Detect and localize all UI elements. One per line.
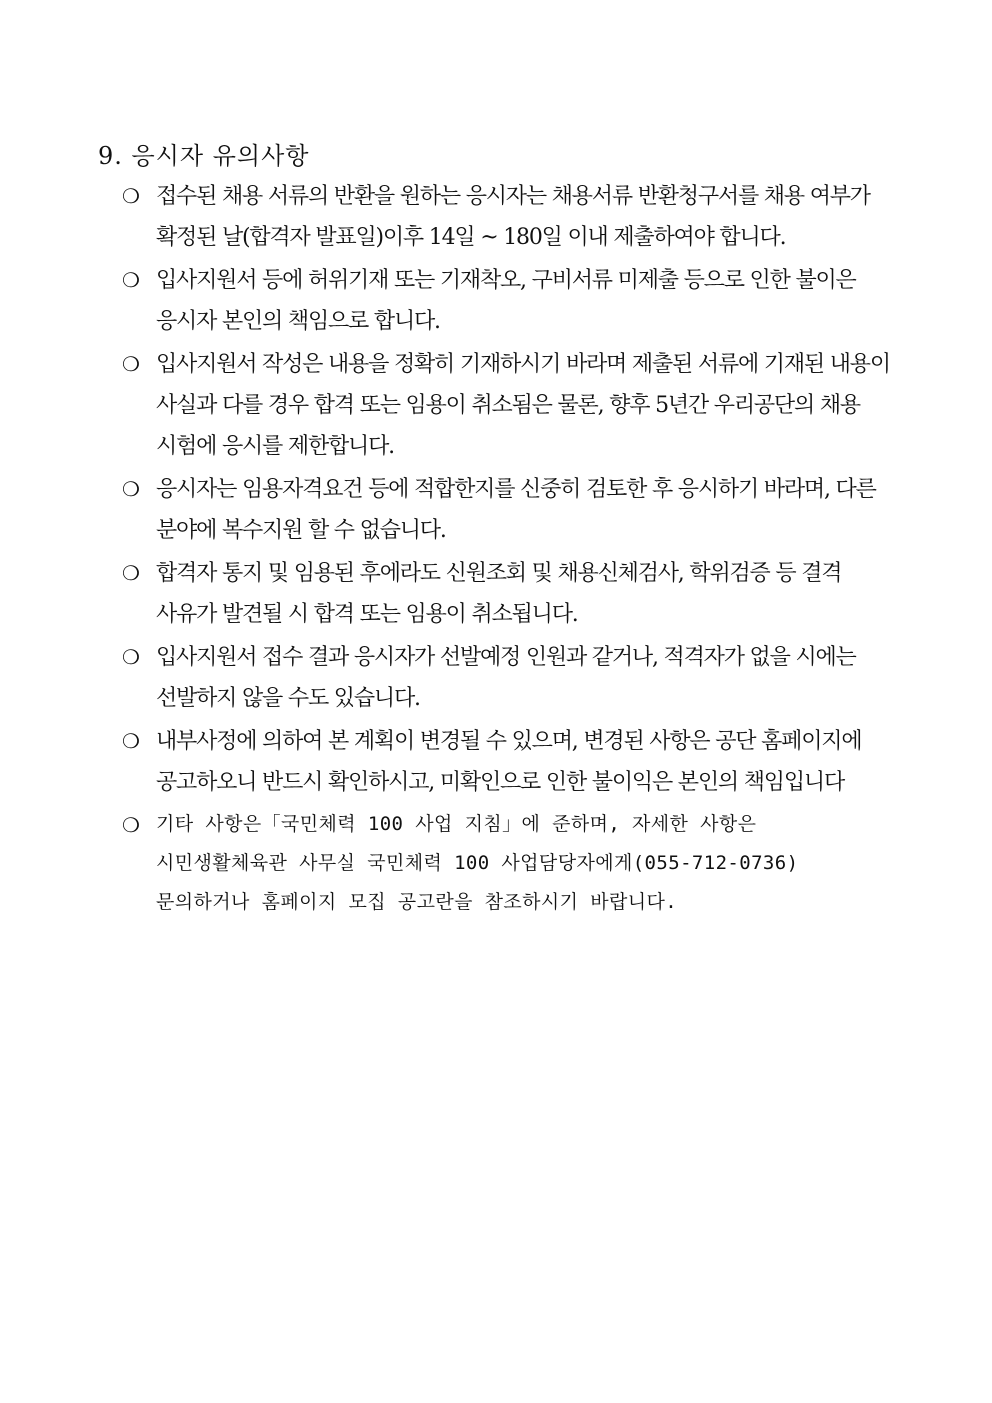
notice-line: 기타 사항은「국민체력 100 사업 지침」에 준하며, 자세한 사항은 bbox=[156, 813, 757, 835]
circle-bullet-icon: ❍ bbox=[122, 813, 140, 837]
notice-item bbox=[118, 344, 930, 467]
notice-item bbox=[118, 721, 930, 803]
notice-line: 확정된 날(합격자 발표일)이후 14일 ~ 180일 이내 제출하여야 합니다. bbox=[156, 225, 786, 250]
notice-line: 입사지원서 등에 허위기재 또는 기재착오, 구비서류 미제출 등으로 인한 불이은 bbox=[156, 268, 856, 293]
notice-line: 내부사정에 의하여 본 계획이 변경될 수 있으며, 변경된 사항은 공단 홈페이지에 bbox=[156, 729, 862, 754]
notice-line: 응시자는 임용자격요건 등에 적합한지를 신중히 검토한 후 응시하기 바라며, 다른 bbox=[156, 477, 876, 502]
notice-line: 입사지원서 작성은 내용을 정확히 기재하시기 바라며 제출된 서류에 기재된 내용이 bbox=[156, 352, 890, 377]
notice-list bbox=[118, 176, 930, 924]
circle-bullet-icon: ❍ bbox=[122, 184, 140, 208]
notice-line: 시민생활체육관 사무실 국민체력 100 사업담당자에게(055-712-0736) bbox=[156, 852, 799, 874]
notice-item bbox=[118, 637, 930, 719]
notice-line: 응시자 본인의 책임으로 합니다. bbox=[156, 309, 440, 334]
notice-line: 분야에 복수지원 할 수 없습니다. bbox=[156, 518, 446, 543]
notice-item bbox=[118, 260, 930, 342]
circle-bullet-icon: ❍ bbox=[122, 645, 140, 669]
notice-item-contact bbox=[118, 805, 930, 922]
circle-bullet-icon: ❍ bbox=[122, 561, 140, 585]
circle-bullet-icon: ❍ bbox=[122, 268, 140, 292]
notice-item bbox=[118, 553, 930, 635]
notice-item bbox=[118, 469, 930, 551]
circle-bullet-icon: ❍ bbox=[122, 352, 140, 376]
notice-line: 사실과 다를 경우 합격 또는 임용이 취소됨은 물론, 향후 5년간 우리공단의 채용 bbox=[156, 393, 860, 418]
section-title: 9. 응시자 유의사항 bbox=[98, 142, 310, 170]
notice-item bbox=[118, 176, 930, 258]
notice-line: 접수된 채용 서류의 반환을 원하는 응시자는 채용서류 반환청구서를 채용 여부가 bbox=[156, 184, 870, 209]
notice-line: 문의하거나 홈페이지 모집 공고란을 참조하시기 바랍니다. bbox=[156, 891, 678, 913]
notice-line: 시험에 응시를 제한합니다. bbox=[156, 434, 394, 459]
notice-line: 입사지원서 접수 결과 응시자가 선발예정 인원과 같거나, 적격자가 없을 시에는 bbox=[156, 645, 856, 670]
notice-line: 사유가 발견될 시 합격 또는 임용이 취소됩니다. bbox=[156, 602, 578, 627]
circle-bullet-icon: ❍ bbox=[122, 477, 140, 501]
notice-line: 공고하오니 반드시 확인하시고, 미확인으로 인한 불이익은 본인의 책임입니다 bbox=[156, 770, 845, 795]
circle-bullet-icon: ❍ bbox=[122, 729, 140, 753]
notice-line: 합격자 통지 및 임용된 후에라도 신원조회 및 채용신체검사, 학위검증 등 결격 bbox=[156, 561, 842, 586]
notice-line: 선발하지 않을 수도 있습니다. bbox=[156, 686, 420, 711]
